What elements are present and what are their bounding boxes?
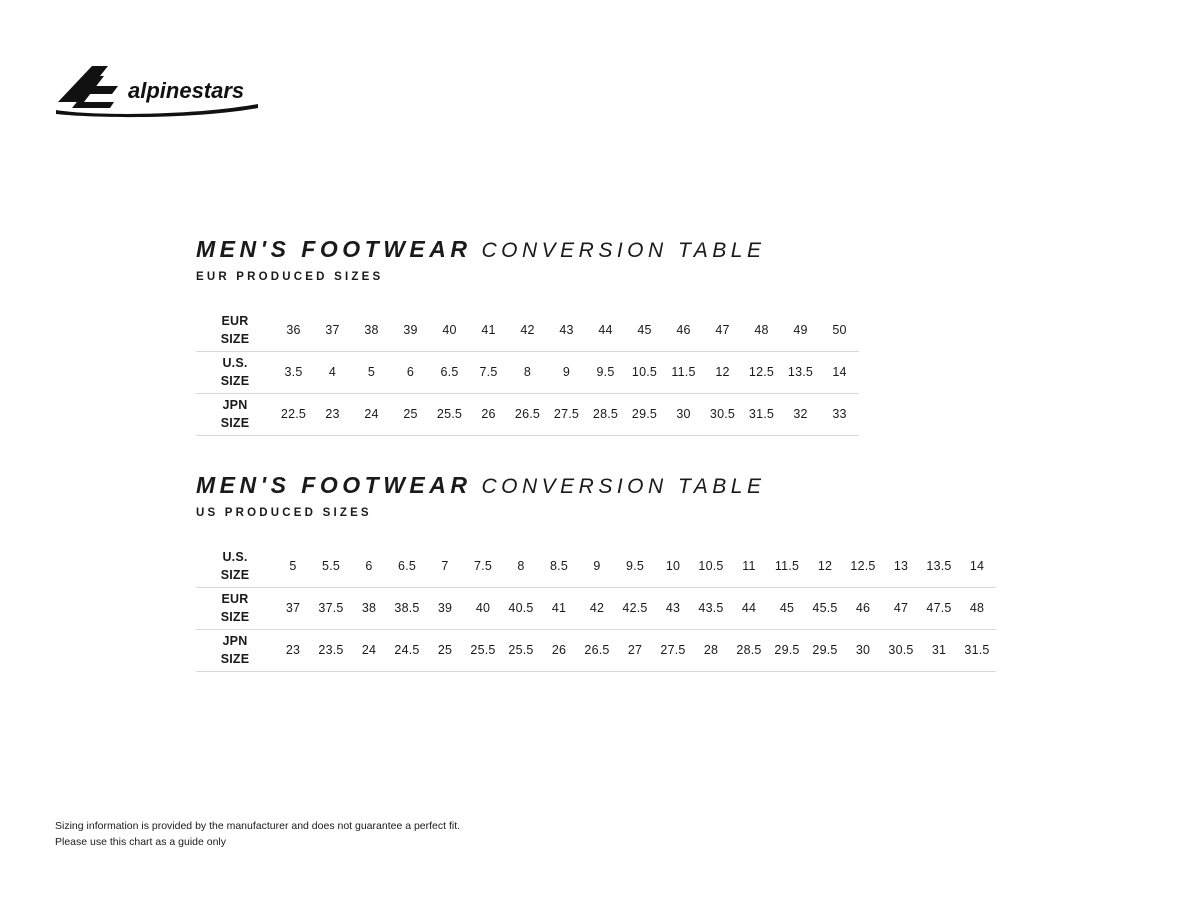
table-row [196, 351, 859, 393]
table-row [196, 545, 996, 587]
table-cell: 48 [958, 587, 996, 629]
table-cell: 25.5 [502, 629, 540, 671]
table-cell: 28.5 [586, 393, 625, 435]
disclaimer-footnote [55, 818, 460, 851]
table-cell: 43 [547, 309, 586, 351]
table-cell: 25.5 [430, 393, 469, 435]
table-cell: 5 [352, 351, 391, 393]
table-cell: 14 [820, 351, 859, 393]
table-cell: 29.5 [625, 393, 664, 435]
table-cell: 47 [882, 587, 920, 629]
table-cell: 12.5 [742, 351, 781, 393]
table-cell: 36 [274, 309, 313, 351]
table-cell: 31.5 [742, 393, 781, 435]
table-cell: 38.5 [388, 587, 426, 629]
table-cell: 27.5 [654, 629, 692, 671]
table-cell: 6.5 [388, 545, 426, 587]
table-cell: 30.5 [882, 629, 920, 671]
table-cell: 22.5 [274, 393, 313, 435]
table-row [196, 393, 859, 435]
table-cell: 46 [844, 587, 882, 629]
table-cell: 30.5 [703, 393, 742, 435]
table-cell: 25 [426, 629, 464, 671]
row-header-us-size [196, 545, 274, 587]
table-cell: 30 [844, 629, 882, 671]
conversion-section-us [196, 474, 1026, 672]
table-cell: 26 [540, 629, 578, 671]
table-cell: 45 [625, 309, 664, 351]
section-subtitle: EUR PRODUCED SIZES [196, 271, 384, 283]
row-header-line1: U.S. [222, 355, 248, 370]
row-header-line2: SIZE [220, 567, 250, 582]
table-cell: 11 [730, 545, 768, 587]
table-cell: 31.5 [958, 629, 996, 671]
table-cell: 38 [350, 587, 388, 629]
table-cell: 44 [730, 587, 768, 629]
table-cell: 39 [426, 587, 464, 629]
table-cell: 23.5 [312, 629, 350, 671]
table-cell: 7 [426, 545, 464, 587]
section-subtitle: US PRODUCED SIZES [196, 507, 372, 519]
table-cell: 12 [703, 351, 742, 393]
section-title [196, 238, 1026, 261]
table-cell: 10 [654, 545, 692, 587]
table-cell: 26.5 [578, 629, 616, 671]
row-header-line2: SIZE [220, 374, 250, 388]
row-header-eur-size [196, 309, 274, 351]
table-cell: 9.5 [616, 545, 654, 587]
table-row [196, 587, 996, 629]
row-header-line2: SIZE [220, 652, 250, 666]
table-cell: 7.5 [469, 351, 508, 393]
table-cell: 6 [391, 351, 430, 393]
table-cell: 43.5 [692, 587, 730, 629]
table-cell: 42 [578, 587, 616, 629]
table-cell: 25.5 [464, 629, 502, 671]
table-cell: 9 [578, 545, 616, 587]
table-cell: 50 [820, 309, 859, 351]
table-cell: 37 [313, 309, 352, 351]
table-cell: 10.5 [692, 545, 730, 587]
table-cell: 8 [508, 351, 547, 393]
table-cell: 13.5 [781, 351, 820, 393]
row-header-line1: U.S. [222, 549, 248, 564]
table-cell: 46 [664, 309, 703, 351]
table-cell: 47 [703, 309, 742, 351]
table-cell: 13.5 [920, 545, 958, 587]
table-cell: 29.5 [768, 629, 806, 671]
table-cell: 8 [502, 545, 540, 587]
table-cell: 27 [616, 629, 654, 671]
section-title-light: CONVERSION TABLE [481, 239, 766, 262]
table-cell: 42.5 [616, 587, 654, 629]
alpinestars-logo [52, 58, 272, 120]
row-header-line2: SIZE [220, 610, 250, 624]
table-cell: 47.5 [920, 587, 958, 629]
table-cell: 5 [274, 545, 312, 587]
row-header-line1: EUR [221, 313, 249, 328]
table-cell: 33 [820, 393, 859, 435]
table-cell: 40 [464, 587, 502, 629]
table-cell: 32 [781, 393, 820, 435]
row-header-line2: SIZE [220, 416, 250, 430]
section-title [196, 474, 1026, 497]
table-cell: 28 [692, 629, 730, 671]
table-cell: 6 [350, 545, 388, 587]
table-cell: 26 [469, 393, 508, 435]
table-cell: 30 [664, 393, 703, 435]
row-header-line1: JPN [222, 633, 248, 648]
table-cell: 9.5 [586, 351, 625, 393]
table-cell: 31 [920, 629, 958, 671]
table-cell: 13 [882, 545, 920, 587]
disclaimer-line-2: Please use this chart as a guide only [55, 836, 227, 849]
table-row [196, 629, 996, 671]
table-cell: 23 [313, 393, 352, 435]
table-cell: 37 [274, 587, 312, 629]
table-cell: 38 [352, 309, 391, 351]
table-cell: 40 [430, 309, 469, 351]
table-cell: 41 [540, 587, 578, 629]
section-title-light: CONVERSION TABLE [481, 475, 766, 498]
logo-wordmark: alpinestars [128, 78, 245, 103]
table-cell: 23 [274, 629, 312, 671]
section-title-bold: MEN'S FOOTWEAR [196, 236, 472, 262]
table-cell: 4 [313, 351, 352, 393]
table-cell: 6.5 [430, 351, 469, 393]
row-header-line2: SIZE [220, 331, 250, 346]
table-cell: 8.5 [540, 545, 578, 587]
table-cell: 28.5 [730, 629, 768, 671]
table-cell: 25 [391, 393, 430, 435]
table-cell: 24.5 [388, 629, 426, 671]
conversion-section-eur [196, 238, 1026, 436]
row-header-line1: EUR [221, 591, 249, 606]
table-cell: 48 [742, 309, 781, 351]
table-cell: 11.5 [664, 351, 703, 393]
table-cell: 11.5 [768, 545, 806, 587]
disclaimer-line-1: Sizing information is provided by the manufacturer and does not guarantee a perfect fit. [55, 820, 461, 832]
table-cell: 26.5 [508, 393, 547, 435]
table-cell: 14 [958, 545, 996, 587]
table-cell: 45 [768, 587, 806, 629]
table-cell: 44 [586, 309, 625, 351]
table-cell: 12.5 [844, 545, 882, 587]
row-header-jpn-size [196, 629, 274, 671]
table-cell: 29.5 [806, 629, 844, 671]
table-cell: 41 [469, 309, 508, 351]
table-cell: 5.5 [312, 545, 350, 587]
table-cell: 10.5 [625, 351, 664, 393]
table-cell: 9 [547, 351, 586, 393]
table-cell: 24 [352, 393, 391, 435]
row-header-eur-size [196, 587, 274, 629]
section-title-bold: MEN'S FOOTWEAR [196, 472, 472, 498]
table-cell: 37.5 [312, 587, 350, 629]
conversion-table-eur [196, 309, 859, 436]
row-header-jpn-size [196, 393, 274, 435]
table-cell: 45.5 [806, 587, 844, 629]
row-header-line1: JPN [222, 397, 248, 412]
table-cell: 3.5 [274, 351, 313, 393]
table-cell: 43 [654, 587, 692, 629]
table-cell: 42 [508, 309, 547, 351]
table-cell: 7.5 [464, 545, 502, 587]
table-row [196, 309, 859, 351]
table-cell: 39 [391, 309, 430, 351]
table-cell: 24 [350, 629, 388, 671]
table-cell: 40.5 [502, 587, 540, 629]
row-header-us-size [196, 351, 274, 393]
table-cell: 12 [806, 545, 844, 587]
conversion-table-us [196, 545, 996, 672]
table-cell: 49 [781, 309, 820, 351]
table-cell: 27.5 [547, 393, 586, 435]
